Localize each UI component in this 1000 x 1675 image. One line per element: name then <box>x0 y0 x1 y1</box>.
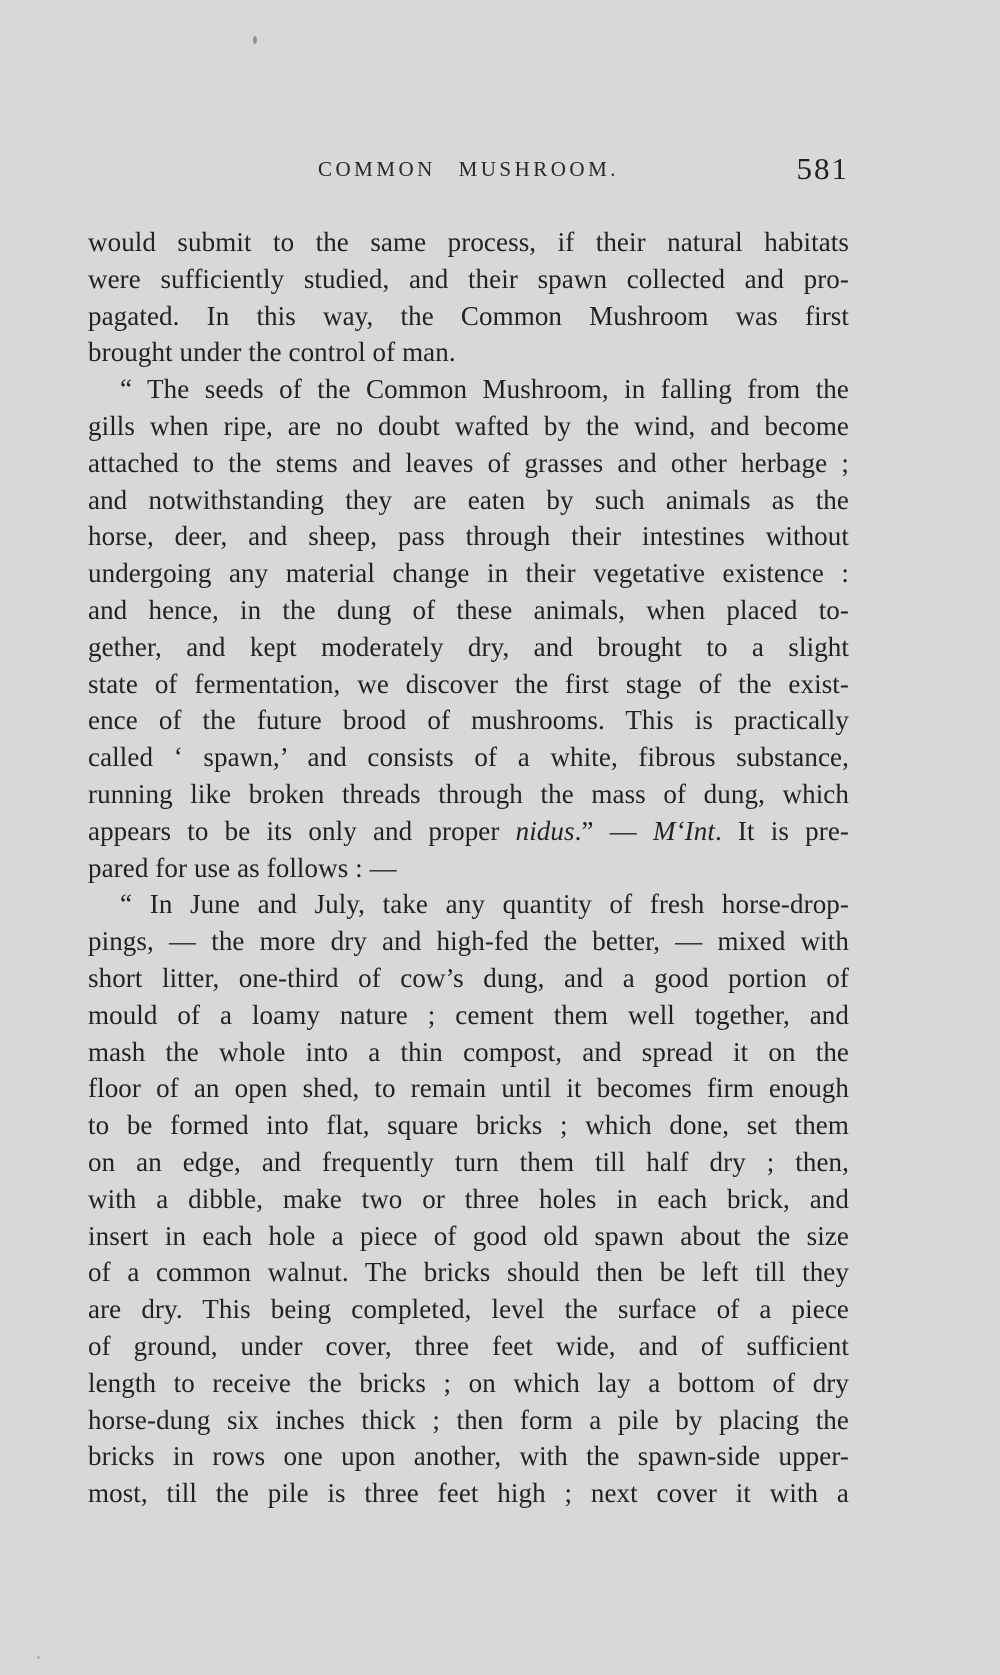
text-line: ence of the future brood of mushrooms. This is practically <box>88 705 849 736</box>
text-line: attached to the stems and leaves of grasses and other herbage ; <box>88 447 849 478</box>
text-line: “ In June and July, take any quantity of fresh horse-drop- <box>120 889 849 920</box>
text-line: horse, deer, and sheep, pass through their intestines without <box>88 521 849 552</box>
text-line: to be formed into flat, square bricks ; which done, set them <box>88 1110 849 1141</box>
ink-speck <box>253 36 257 44</box>
plain-text: appears to be its only and proper <box>88 815 516 846</box>
text-line: on an edge, and frequently turn them till half dry ; then, <box>88 1146 849 1177</box>
text-line: most, till the pile is three feet high ; next cover it with a <box>88 1478 849 1509</box>
text-line: of a common walnut. The bricks should then be left till they <box>88 1257 849 1288</box>
text-line: mash the whole into a thin compost, and spread it on the <box>88 1036 849 1067</box>
page-header <box>88 144 849 184</box>
plain-text: .” — <box>574 815 653 846</box>
text-line: state of fermentation, we discover the first stage of the exist- <box>88 668 849 699</box>
text-line: insert in each hole a piece of good old spawn about the size <box>88 1220 849 1251</box>
text-line: of ground, under cover, three feet wide, and of sufficient <box>88 1330 849 1361</box>
text-line: length to receive the bricks ; on which lay a bottom of dry <box>88 1367 849 1398</box>
text-line: brought under the control of man. <box>88 337 456 368</box>
text-line: horse-dung six inches thick ; then form a pile by placing the <box>88 1404 849 1435</box>
text-line: running like broken threads through the mass of dung, which <box>88 778 849 809</box>
text-line: gether, and kept moderately dry, and brought to a slight <box>88 631 849 662</box>
text-line: gills when ripe, are no doubt wafted by the wind, and become <box>88 410 849 441</box>
text-line: and hence, in the dung of these animals, when placed to- <box>88 594 849 625</box>
text-line: would submit to the same process, if their natural habitats <box>88 227 849 257</box>
text-line: short litter, one-third of cow’s dung, and a good portion of <box>88 962 849 993</box>
italic-text: M‘Int <box>652 815 715 846</box>
text-line: and notwithstanding they are eaten by such animals as the <box>88 484 849 515</box>
text-line: were sufficiently studied, and their spawn collected and pro- <box>88 263 849 294</box>
body-text <box>88 224 849 1512</box>
text-line: are dry. This being completed, level the surface of a piece <box>88 1294 849 1325</box>
ink-speck <box>37 1656 40 1659</box>
text-line <box>88 813 849 850</box>
text-line: bricks in rows one upon another, with the spawn-side upper- <box>88 1441 849 1472</box>
text-line: called ‘ spawn,’ and consists of a white, fibrous substance, <box>88 742 849 773</box>
text-line: with a dibble, make two or three holes in each brick, and <box>88 1183 849 1214</box>
text-line: pagated. In this way, the Common Mushroom was first <box>88 300 849 331</box>
page-number: 581 <box>796 151 849 186</box>
text-line: floor of an open shed, to remain until it becomes firm enough <box>88 1073 849 1104</box>
text-line: pings, — the more dry and high-fed the better, — mixed with <box>88 926 849 957</box>
text-line: undergoing any material change in their vegetative existence : <box>88 558 849 589</box>
plain-text: . It is pre- <box>714 815 849 846</box>
text-line: “ The seeds of the Common Mushroom, in falling from the <box>120 374 849 405</box>
text-line: pared for use as follows : — <box>88 852 397 883</box>
running-title: COMMON MUSHROOM. <box>317 157 620 181</box>
italic-text: nidus <box>515 815 575 846</box>
text-line: mould of a loamy nature ; cement them well together, and <box>88 999 849 1030</box>
